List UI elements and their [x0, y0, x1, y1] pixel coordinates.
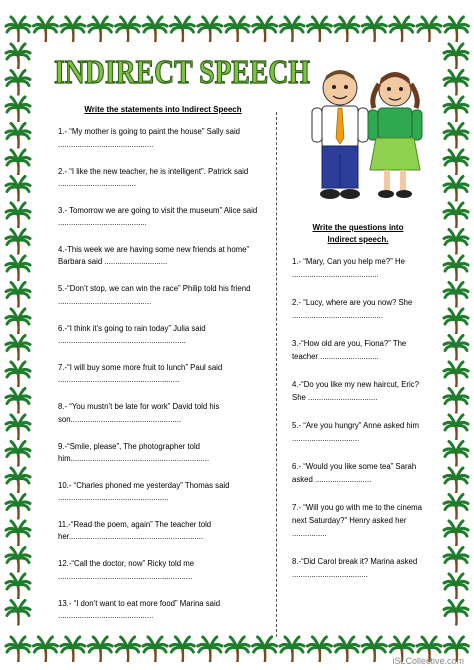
palm-tree-icon [6, 177, 30, 202]
palm-tree-icon [6, 548, 30, 573]
statement-item-12: 12.-“Call the doctor, now” Ricky told me .............................................................. [58, 559, 195, 581]
palm-tree-icon [444, 495, 468, 520]
palm-tree-icon [6, 495, 30, 520]
palm-tree-icon [444, 389, 468, 414]
statement-item-4: 4.-This week we are having some new friends at home” Barbara said ............................. [58, 245, 250, 267]
palm-tree-icon [335, 17, 359, 42]
palm-tree-icon [116, 17, 140, 42]
statement-item-1: 1.- “My mother is going to paint the house” Sally said ............................................ [58, 127, 241, 149]
palm-tree-icon [307, 637, 331, 662]
statement-item-6: 6.-“I think it’s going to rain today” Julia said ........................................................... [58, 323, 206, 345]
statement-item-7: 7.-“I will buy some more fruit to lunch” Paul said ........................................................ [58, 362, 223, 385]
palm-tree-icon [444, 150, 468, 175]
question-item-3: 3.-“How old are you, Fiona?” The teacher ........................... [292, 339, 407, 361]
palm-tree-icon [444, 97, 468, 122]
palm-tree-icon [444, 203, 468, 228]
girl-figure [368, 72, 422, 198]
question-item-4: 4.-“Do you like my new haircut, Eric? She ................................ [292, 380, 419, 402]
question-item-6: 6.- “Would you like some tea” Sarah asked .......................... [292, 462, 417, 484]
palm-tree-icon [335, 637, 359, 662]
statements-heading: Write the statements into Indirect Speech [84, 105, 242, 114]
palm-tree-icon [6, 415, 30, 440]
palm-tree-icon [6, 283, 30, 308]
question-item-1: 1.- “Mary, Can you help me?” He ........................................ [292, 257, 405, 279]
palm-tree-icon [307, 17, 331, 42]
palm-tree-icon [362, 637, 386, 662]
palm-tree-icon [6, 44, 30, 69]
palm-tree-icon [170, 637, 194, 662]
palm-tree-icon [253, 637, 277, 662]
palm-tree-icon [225, 637, 249, 662]
palm-tree-icon [417, 17, 441, 42]
palm-tree-icon [61, 637, 85, 662]
question-item-8: 8.-“Did Carol break it? Marina asked ................................... [292, 557, 418, 579]
palm-tree-icon [444, 468, 468, 493]
palm-tree-icon [444, 336, 468, 361]
palm-tree-icon [6, 442, 30, 467]
page-title [52, 50, 312, 90]
palm-tree-icon [88, 17, 112, 42]
palm-tree-icon [198, 17, 222, 42]
palm-tree-icon [88, 637, 112, 662]
palm-tree-icon [6, 389, 30, 414]
palm-tree-icon [6, 203, 30, 228]
palm-tree-icon [6, 17, 30, 42]
questions-heading-line2: Indirect speech. [327, 235, 389, 244]
statement-item-8: 8.- “You mustn’t be late for work” David told his son................................................... [58, 402, 220, 424]
palm-tree-icon [253, 17, 277, 42]
palm-tree-icon [6, 230, 30, 255]
palm-tree-icon [444, 601, 468, 626]
palm-tree-icon [6, 521, 30, 546]
palm-tree-icon [33, 637, 57, 662]
palm-tree-icon [444, 574, 468, 599]
palm-tree-icon [444, 44, 468, 69]
statement-item-13: 13.- “I don’t want to eat more food” Marina said ............................................ [58, 598, 221, 620]
statement-item-10: 10.- “Charles phoned me yesterday” Thomas said ................................................... [58, 480, 230, 503]
palm-tree-icon [225, 17, 249, 42]
palm-tree-icon [6, 256, 30, 281]
palm-tree-icon [444, 442, 468, 467]
statements-section [58, 104, 268, 637]
palm-tree-icon [444, 230, 468, 255]
palm-tree-icon [6, 309, 30, 334]
column-divider [276, 112, 277, 637]
children-illustration [300, 58, 435, 208]
palm-tree-icon [6, 97, 30, 122]
palm-tree-icon [6, 601, 30, 626]
palm-tree-icon [6, 336, 30, 361]
palm-tree-icon [33, 17, 57, 42]
palm-tree-icon [280, 17, 304, 42]
palm-tree-icon [390, 17, 414, 42]
palm-tree-icon [143, 17, 167, 42]
palm-tree-icon [444, 177, 468, 202]
statement-item-5: 5.-“Don’t stop, we can win the race” Philip told his friend ........................................... [58, 284, 251, 306]
title-text: INDIRECT SPEECH [54, 54, 310, 91]
palm-tree-icon [444, 309, 468, 334]
palm-tree-icon [116, 637, 140, 662]
statement-item-3: 3.- Tomorrow we are going to visit the museum” Alice said ......................................... [58, 205, 258, 228]
statement-item-2: 2.- “I like the new teacher, he is intelligent”. Patrick said .................................... [58, 166, 249, 188]
palm-tree-icon [6, 362, 30, 387]
palm-tree-icon [6, 71, 30, 96]
palm-tree-icon [61, 17, 85, 42]
palm-tree-icon [444, 548, 468, 573]
watermark: iSLCollective.com [392, 656, 464, 666]
palm-tree-icon [170, 17, 194, 42]
question-item-5: 5.- “Are you hungry” Anne asked him ............................... [292, 421, 419, 443]
palm-tree-icon [6, 468, 30, 493]
palm-tree-icon [362, 17, 386, 42]
palm-tree-icon [444, 521, 468, 546]
palm-tree-icon [6, 150, 30, 175]
palm-tree-icon [444, 362, 468, 387]
questions-heading-line1: Write the questions into [312, 223, 404, 232]
question-item-2: 2.- “Lucy, where are you now? She .......................................... [292, 298, 413, 320]
statement-item-11: 11.-“Read the poem, again” The teacher told her.............................................................. [58, 520, 212, 542]
palm-tree-icon [444, 256, 468, 281]
palm-tree-icon [444, 124, 468, 149]
questions-section [292, 222, 424, 597]
palm-tree-icon [280, 637, 304, 662]
palm-tree-icon [444, 17, 468, 42]
palm-tree-icon [6, 637, 30, 662]
statement-item-9: 9.-“Smile, please”, The photographer told him................................................................ [58, 441, 210, 463]
palm-tree-icon [444, 415, 468, 440]
palm-tree-icon [143, 637, 167, 662]
palm-tree-icon [444, 71, 468, 96]
palm-tree-icon [6, 124, 30, 149]
boy-figure [312, 70, 368, 199]
palm-tree-icon [198, 637, 222, 662]
question-item-7: 7.- “Will you go with me to the cinema next Saturday?” Henry asked her ................ [292, 503, 422, 538]
palm-tree-icon [444, 283, 468, 308]
palm-tree-icon [6, 574, 30, 599]
questions-heading [292, 222, 424, 246]
